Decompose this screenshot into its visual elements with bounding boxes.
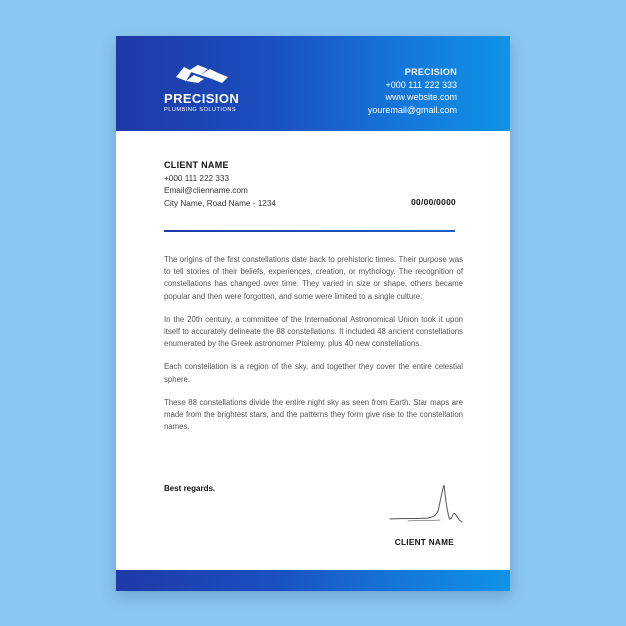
client-address: City Name, Road Name - 1234 bbox=[164, 198, 276, 208]
body-paragraph: These 88 constellations divide the entire night sky as seen from Earth. Star maps are made from the brightest stars, and the patterns they form give rise to the constellation names. bbox=[164, 397, 463, 432]
body-paragraph: The origins of the first constellations date back to prehistoric times. Their purpose was to tell stories of their beliefs, experiences, creation, or mythology. The recognition of constellations has changed over time. They varied in size or shape, others became popular and then were forgotten, and some were limited to a single culture. bbox=[164, 255, 463, 301]
signature-icon bbox=[388, 481, 464, 533]
contact-phone: +000 111 222 333 bbox=[385, 79, 457, 90]
client-phone: +000 111 222 333 bbox=[164, 173, 230, 183]
closing-text: Best regards. bbox=[164, 484, 216, 493]
signature-name: CLIENT NAME bbox=[394, 538, 454, 547]
header-contact bbox=[368, 66, 457, 116]
contact-website: www.website.com bbox=[385, 92, 457, 102]
letter-date: 00/00/0000 bbox=[411, 197, 456, 207]
body-paragraph: Each constellation is a region of the sky, and together they cover the entire celestial sphere. bbox=[164, 362, 463, 384]
letterhead-header bbox=[116, 36, 510, 131]
body-paragraph: In the 20th century, a committee of the International Astronomical Union took it upon itself to accurately delineate the 88 constellations. It included 48 ancient constellations enumerated by the Greek astronomer Ptolemy, plus 40 new constellations. bbox=[164, 314, 463, 349]
brand-tagline: PLUMBING SOLUTIONS bbox=[164, 107, 237, 113]
letterhead-footer bbox=[116, 570, 510, 591]
contact-name: PRECISION bbox=[404, 67, 457, 77]
client-email: Email@clienname.com bbox=[164, 186, 248, 195]
contact-email: youremail@gmail.com bbox=[367, 104, 457, 115]
letterhead-sheet bbox=[116, 36, 510, 591]
brand-name: PRECISION bbox=[164, 91, 240, 106]
letter-body bbox=[164, 254, 463, 444]
client-name: CLIENT NAME bbox=[164, 160, 229, 170]
client-info bbox=[164, 159, 276, 210]
handshake-logo-icon bbox=[174, 63, 230, 85]
section-divider bbox=[164, 230, 455, 232]
